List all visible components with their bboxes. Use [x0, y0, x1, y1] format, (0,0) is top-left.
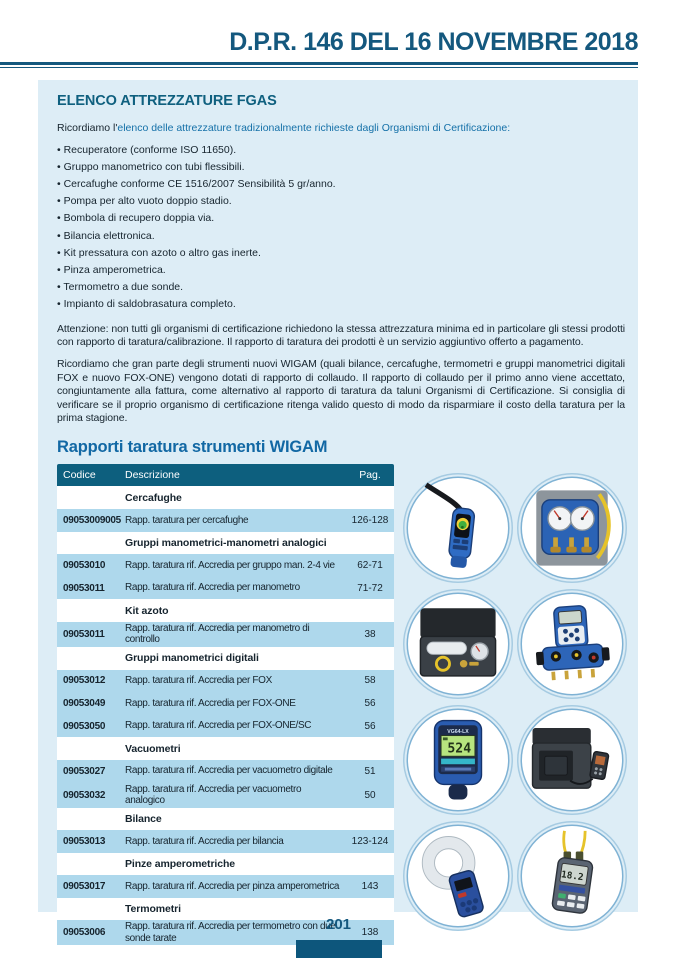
row-page: 51 [364, 765, 376, 777]
row-description: Rapp. taratura rif. Accredia per FOX [125, 675, 272, 687]
nitrogen-kit-image [411, 597, 505, 691]
intro-prefix: Ricordiamo l' [57, 122, 118, 134]
equipment-list-item: • Pompa per alto vuoto doppio stadio. [57, 193, 625, 210]
equipment-list-item: • Pinza amperometrica. [57, 262, 625, 279]
row-page: 126-128 [351, 514, 389, 526]
row-code: 09053027 [63, 765, 106, 777]
row-page: 56 [364, 720, 376, 732]
product-photo-analog-manifold [522, 478, 622, 578]
vacuometer-model-label: VG64-LX [446, 729, 469, 736]
thermometer-image [525, 829, 619, 923]
row-description: Rapp. taratura rif. Accredia per pinza amperometrica [125, 880, 340, 892]
table-section-row [57, 486, 394, 509]
taratura-table [57, 464, 394, 945]
table-row [57, 670, 394, 693]
table-body [57, 486, 394, 945]
row-description: Rapp. taratura rif. Accredia per FOX-ONE [125, 697, 296, 709]
row-code: 09053012 [63, 675, 106, 687]
table-row [57, 509, 394, 532]
equipment-list-item: • Bilancia elettronica. [57, 228, 625, 245]
page-title: D.P.R. 146 DEL 16 NOVEMBRE 2018 [229, 28, 638, 56]
product-photo-digital-manifold [522, 594, 622, 694]
section-label: Bilance [125, 812, 162, 825]
row-page: 123-124 [351, 835, 389, 847]
equipment-list-item: • Termometro a due sonde. [57, 279, 625, 296]
page-footer [0, 916, 677, 933]
footer-bar [296, 940, 382, 958]
row-code: 09053013 [63, 835, 106, 847]
section-heading: ELENCO ATTREZZATURE FGAS [57, 93, 277, 109]
row-description: Rapp. taratura rif. Accredia per FOX-ONE/SC [125, 720, 312, 732]
table-row [57, 875, 394, 898]
col-header-descrizione: Descrizione [125, 469, 180, 482]
section-label: Kit azoto [125, 604, 169, 617]
equipment-list-item: • Gruppo manometrico con tubi flessibili. [57, 159, 625, 176]
info-paragraph: Ricordiamo che gran parte degli strumenti nuovi WIGAM (quali bilance, cercafughe, termometri e gruppi manometrici digitali FOX e nuovo FOX-ONE) vengono dotati di rapporto di collaudo. Il rapporto di collaudo per il primo anno viene accettato, congiuntamente alla fattura, come alternativo al rapporto di taratura da taluni Organismi di Certificazione. Si consiglia di verificare se il proprio organismo di certificazione ritenga valido questo di modo da risparmiare il costo della taratura per la prima stagione. [57, 358, 625, 424]
page-header [0, 0, 677, 57]
row-description: Rapp. taratura rif. Accredia per vacuometro analogico [125, 783, 302, 806]
row-page: 56 [364, 697, 376, 709]
scale-case-image [525, 713, 619, 807]
table-row [57, 783, 394, 808]
col-header-pag: Pag. [359, 469, 381, 482]
row-description: Rapp. taratura rif. Accredia per gruppo man. 2-4 vie [125, 559, 335, 571]
table-row [57, 760, 394, 783]
product-photo-nitrogen-kit [408, 594, 508, 694]
table-header-row [57, 464, 394, 486]
intro-highlight: elenco delle attrezzature tradizionalmente richieste dagli Organismi di Certificazione: [117, 122, 511, 134]
clamp-meter-image [411, 829, 505, 923]
row-code: 09053017 [63, 881, 106, 893]
table-section-row [57, 808, 394, 831]
digital-manifold-image [525, 597, 619, 691]
row-page: 38 [364, 628, 376, 640]
vacuometer-display-value: 524 [446, 741, 471, 757]
table-title: Rapporti taratura strumenti WIGAM [57, 438, 328, 457]
row-code: 09053011 [63, 628, 105, 640]
row-page: 50 [364, 789, 376, 801]
row-page: 138 [361, 927, 379, 939]
product-photo-vacuometer [408, 710, 508, 810]
row-page: 143 [361, 881, 379, 893]
product-photo-leak-detector [408, 478, 508, 578]
section-label: Gruppi manometrici-manometri analogici [125, 536, 327, 549]
table-row [57, 622, 394, 647]
row-description: Rapp. taratura rif. Accredia per vacuometro digitale [125, 765, 333, 777]
title-divider [0, 62, 638, 68]
table-row [57, 692, 394, 715]
analog-manifold-image [525, 481, 619, 575]
table-section-row [57, 737, 394, 760]
intro-paragraph [57, 122, 625, 136]
row-code: 09053032 [63, 789, 106, 801]
row-description: Rapp. taratura rif. Accredia per manometro di controllo [125, 622, 310, 646]
row-description: Rapp. taratura rif. Accredia per bilancia [125, 835, 284, 847]
leak-detector-image [411, 481, 505, 575]
product-gallery [404, 464, 625, 945]
table-row [57, 830, 394, 853]
thermometer-display-value: 18.2 [559, 869, 584, 884]
equipment-list [57, 142, 625, 314]
table-section-row [57, 853, 394, 876]
row-page: 62-71 [357, 559, 383, 571]
section-label: Pinze amperometriche [125, 857, 236, 870]
section-label: Cercafughe [125, 491, 182, 504]
product-photo-clamp-meter [408, 826, 508, 926]
product-photo-scale-case [522, 710, 622, 810]
vacuometer-image [411, 713, 505, 807]
table-row [57, 715, 394, 738]
row-description: Rapp. taratura rif. Accredia per termometro con due sonde tarate [125, 921, 336, 944]
table-and-gallery [57, 464, 625, 945]
row-code: 09053011 [63, 582, 105, 594]
col-header-codice: Codice [63, 469, 96, 482]
row-code: 09053009005 [63, 514, 121, 526]
product-photo-thermometer [522, 826, 622, 926]
row-description: Rapp. taratura per cercafughe [125, 514, 249, 526]
section-label: Termometri [125, 903, 181, 916]
equipment-list-item: • Recuperatore (conforme ISO 11650). [57, 142, 625, 159]
section-label: Gruppi manometrici digitali [125, 652, 259, 665]
equipment-list-item: • Impianto di saldobrasatura completo. [57, 296, 625, 313]
equipment-list-item: • Kit pressatura con azoto o altro gas inerte. [57, 245, 625, 262]
table-section-row [57, 532, 394, 555]
row-code: 09053050 [63, 720, 106, 732]
table-row [57, 577, 394, 600]
row-code: 09053049 [63, 697, 106, 709]
section-label: Vacuometri [125, 742, 181, 755]
equipment-list-item: • Bombola di recupero doppia via. [57, 210, 625, 227]
table-row [57, 554, 394, 577]
page-number: 201 [325, 916, 352, 933]
row-code: 09053010 [63, 559, 106, 571]
table-section-row [57, 599, 394, 622]
row-page: 58 [364, 675, 376, 687]
row-page: 71-72 [357, 582, 383, 594]
note-paragraph: Attenzione: non tutti gli organismi di certificazione richiedono la stessa attrezzatura minima ed in particolare gli stessi prodotti con rapporto di taratura/calibrazione. Il rapporto di taratura dei prodotti è un servizio aggiuntivo offerto a pagamento. [57, 322, 625, 348]
row-description: Rapp. taratura rif. Accredia per manometro [125, 582, 300, 594]
table-section-row [57, 647, 394, 670]
row-code: 09053006 [63, 927, 106, 939]
equipment-list-item: • Cercafughe conforme CE 1516/2007 Sensibilità 5 gr/anno. [57, 176, 625, 193]
